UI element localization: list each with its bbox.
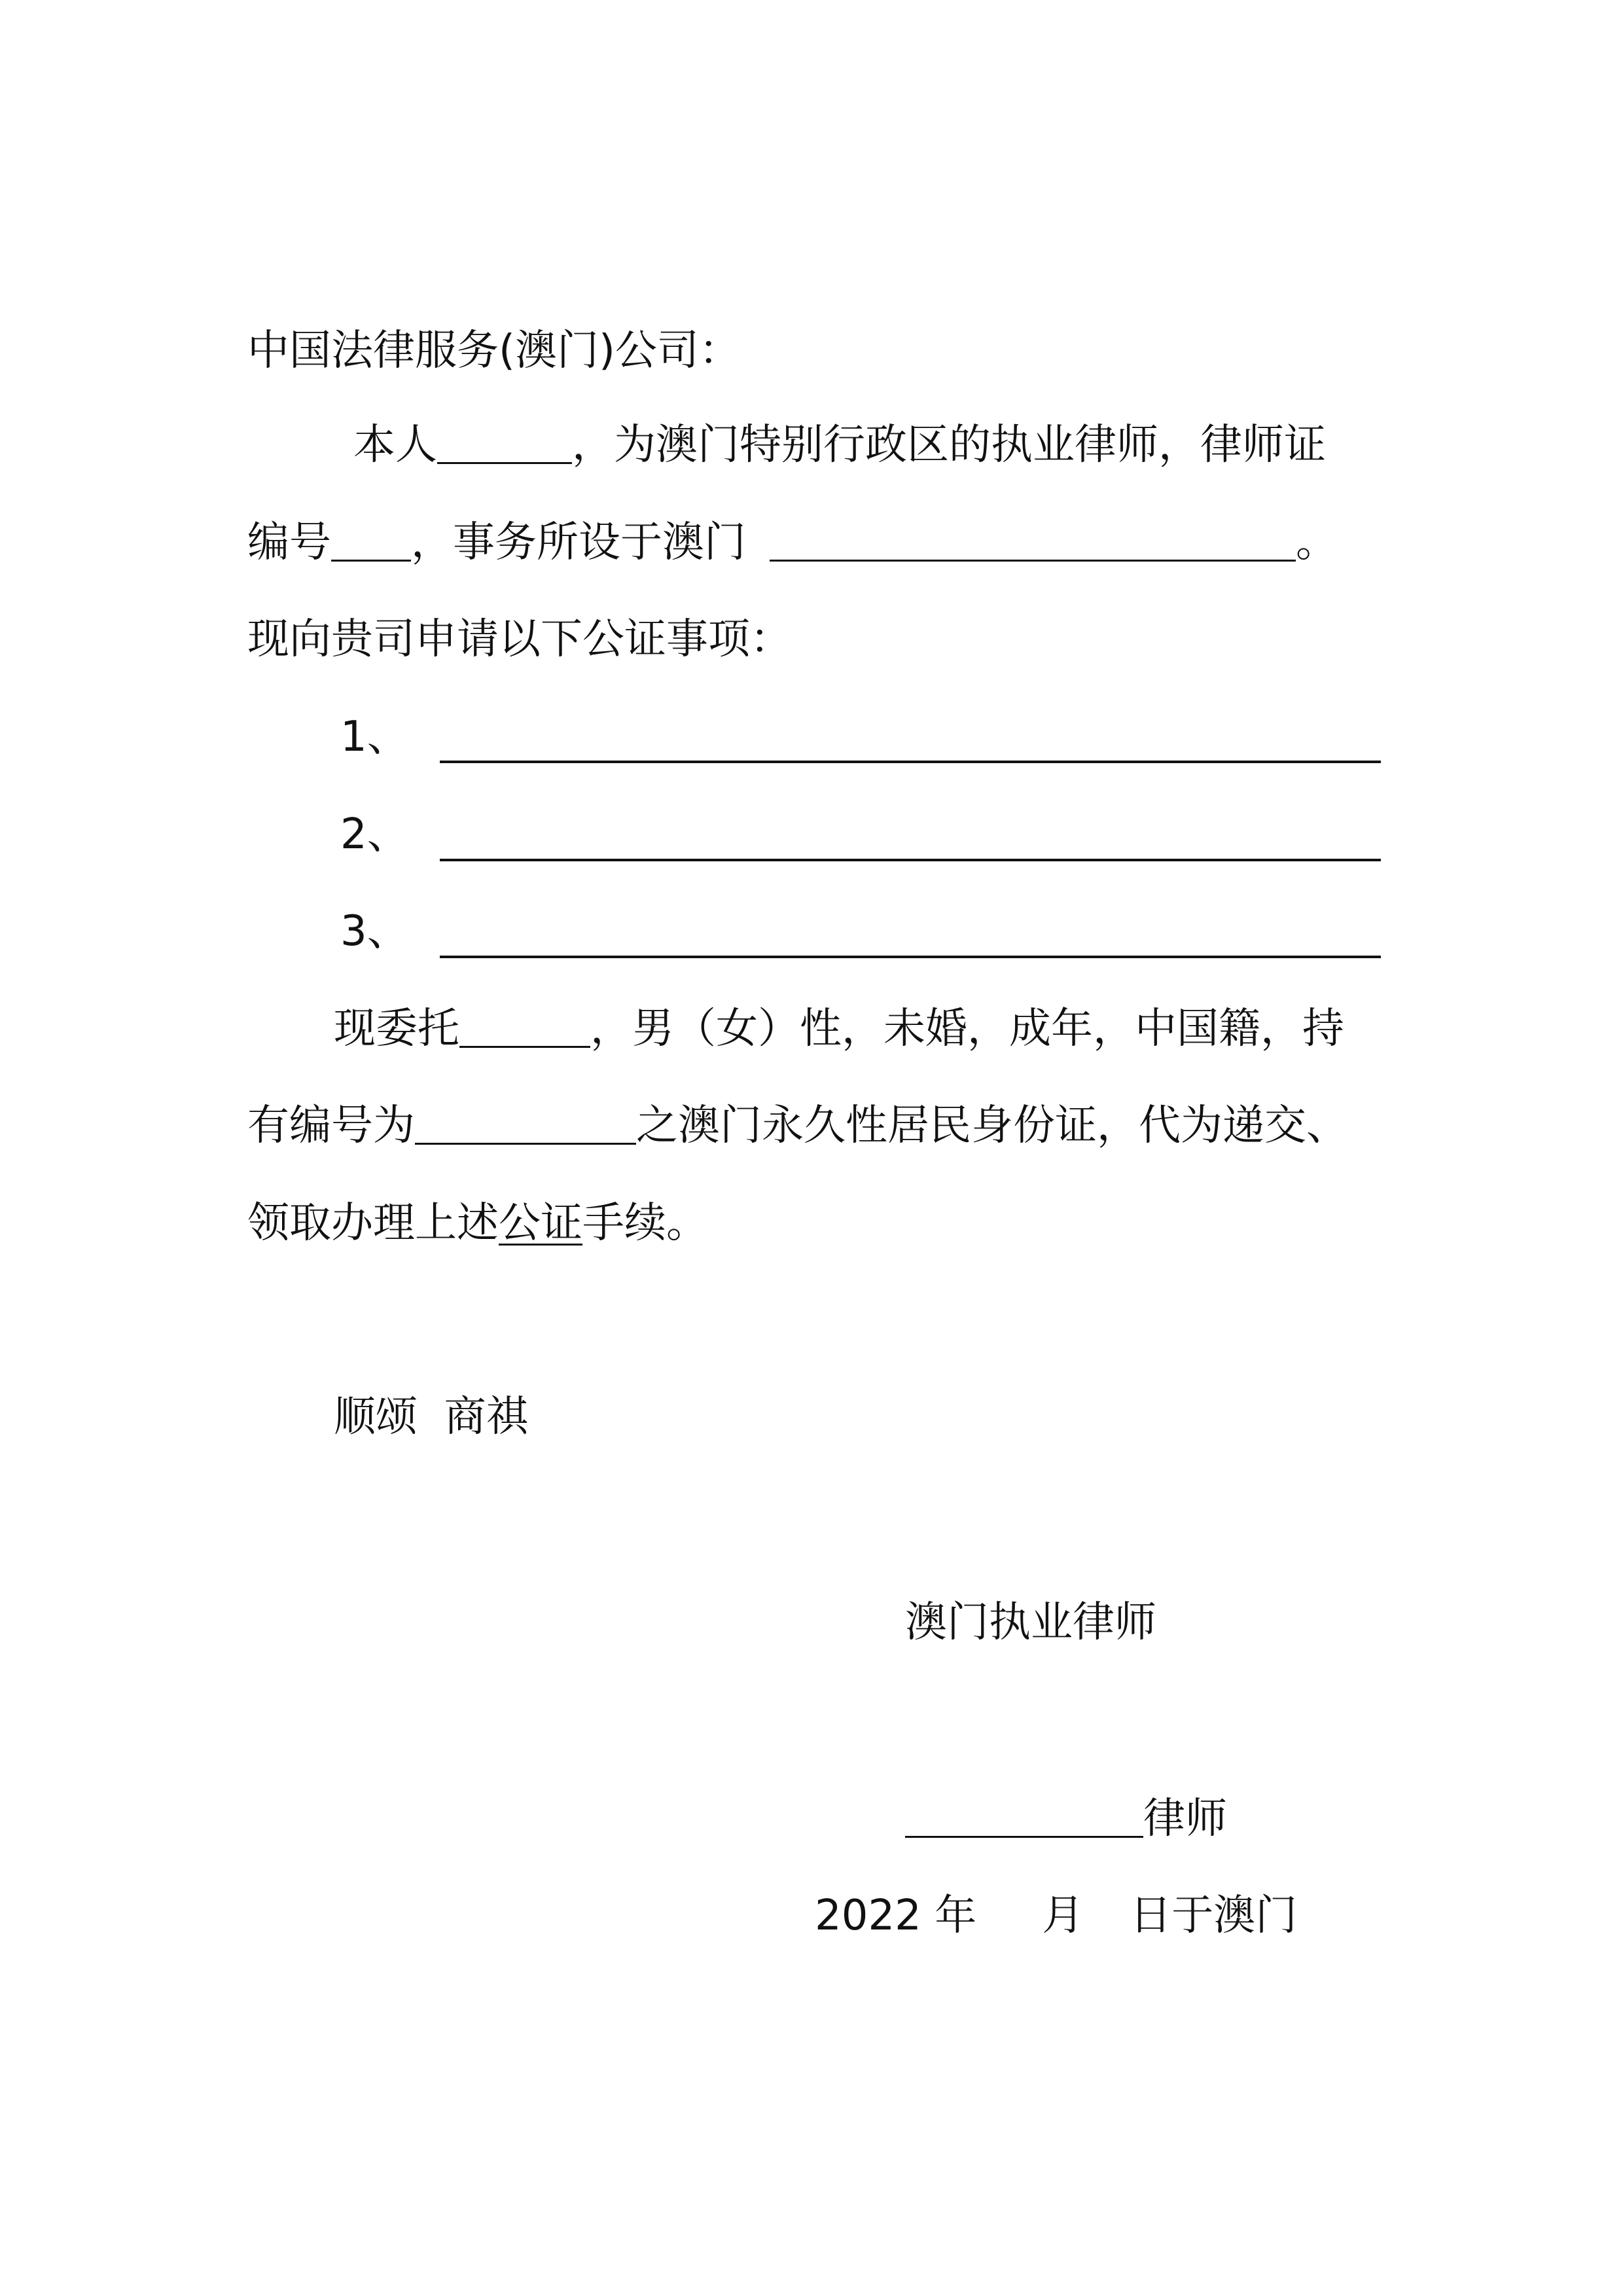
- id-number-blank: [415, 1105, 636, 1145]
- item-number-3: 3、: [340, 907, 409, 956]
- lawyer-name-blank: [437, 424, 572, 464]
- para2-line2: 有编号为 之澳门永久性居民身份证，代为递交、: [247, 1102, 1348, 1150]
- item-blank-3: [440, 956, 1381, 958]
- para1-line2: 编号 ，事务所设于澳门 。: [247, 518, 1338, 567]
- salutation: 中国法律服务(澳门)公司：: [247, 327, 741, 375]
- item-number-1: 1、: [340, 713, 409, 761]
- para1-line3: 现向贵司申请以下公证事项：: [247, 615, 792, 664]
- agent-name-blank: [459, 1008, 590, 1048]
- closing: 顺颂 商祺: [334, 1393, 528, 1441]
- para1-line1: 本人 ，为澳门特别行政区的执业律师，律师证: [353, 421, 1326, 469]
- item-blank-1: [440, 761, 1381, 763]
- para2-line3: 领取办理上述公证手续。: [247, 1199, 708, 1247]
- office-address-blank: [770, 522, 1296, 562]
- signature-name-blank: [905, 1798, 1143, 1838]
- signature-title: 澳门执业律师: [905, 1598, 1156, 1647]
- item-blank-2: [440, 859, 1381, 861]
- para2-line1: 现委托 ，男（女）性，未婚，成年，中国籍，持: [334, 1005, 1344, 1053]
- signature-date: 2022 年 月 日于澳门: [815, 1892, 1298, 1940]
- item-number-2: 2、: [340, 810, 409, 859]
- signature-lawyer-line: 律师: [905, 1798, 1227, 1840]
- license-number-blank: [331, 522, 411, 562]
